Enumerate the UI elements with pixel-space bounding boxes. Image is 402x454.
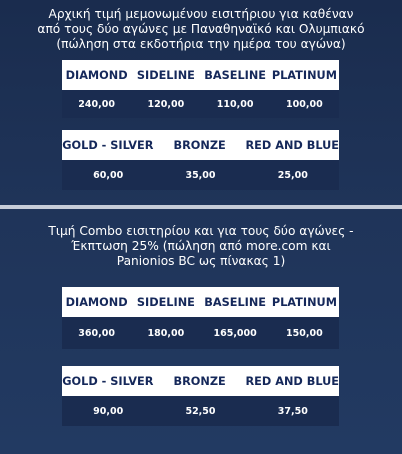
price-gold-silver: 90,00 — [93, 405, 124, 417]
single-ticket-intro: Αρχική τιμή μεμονωμένου εισιτήριου για καθέναν από τους δύο αγώνες με Παναθηναϊκό και Ολυμπιακό (πώληση στα εκδοτήρια την ημέρα του αγώνα) — [37, 7, 365, 51]
table-header-row — [62, 130, 339, 160]
price-platinum: 100,00 — [286, 98, 323, 110]
price-sideline: 120,00 — [147, 98, 185, 110]
header-diamond: DIAMOND — [65, 295, 128, 309]
header-baseline: BASELINE — [204, 68, 267, 82]
header-bronze: BRONZE — [173, 374, 226, 388]
single-ticket-price-table-2 — [62, 130, 339, 190]
combo-ticket-intro: Τιμή Combo εισιτηρίου και για τους δύο αγώνες - Έκπτωση 25% (πώληση από more.com και Panionios BC ως πίνακας 1) — [48, 224, 354, 268]
combo-ticket-price-table-1 — [62, 287, 339, 349]
header-diamond: DIAMOND — [65, 68, 128, 82]
price-diamond: 240,00 — [78, 98, 115, 110]
price-baseline: 110,00 — [216, 98, 254, 110]
price-diamond: 360,00 — [78, 327, 115, 339]
combo-ticket-section — [0, 209, 402, 454]
table-value-row — [62, 90, 339, 118]
table-header-row — [62, 287, 339, 317]
header-sideline: SIDELINE — [136, 68, 195, 82]
header-gold-silver: GOLD - SILVER — [62, 138, 154, 152]
price-baseline: 165,000 — [213, 327, 257, 339]
table-header-row — [62, 366, 339, 396]
header-platinum: PLATINUM — [271, 295, 337, 309]
single-ticket-price-table-1 — [62, 60, 339, 118]
price-gold-silver: 60,00 — [93, 169, 124, 181]
header-bronze: BRONZE — [173, 138, 226, 152]
table-value-row — [62, 160, 339, 190]
table-value-row — [62, 396, 339, 426]
price-red-and-blue: 37,50 — [277, 405, 308, 417]
table-header-row — [62, 60, 339, 90]
price-platinum: 150,00 — [286, 327, 323, 339]
header-sideline: SIDELINE — [136, 295, 195, 309]
price-sideline: 180,00 — [147, 327, 185, 339]
header-red-and-blue: RED AND BLUE — [245, 374, 339, 388]
table-value-row — [62, 317, 339, 349]
header-red-and-blue: RED AND BLUE — [245, 138, 339, 152]
header-baseline: BASELINE — [204, 295, 267, 309]
price-bronze: 35,00 — [185, 169, 216, 181]
header-platinum: PLATINUM — [271, 68, 337, 82]
single-ticket-section — [0, 0, 402, 206]
header-gold-silver: GOLD - SILVER — [62, 374, 154, 388]
price-bronze: 52,50 — [185, 405, 216, 417]
combo-ticket-price-table-2 — [62, 366, 339, 426]
price-red-and-blue: 25,00 — [277, 169, 308, 181]
